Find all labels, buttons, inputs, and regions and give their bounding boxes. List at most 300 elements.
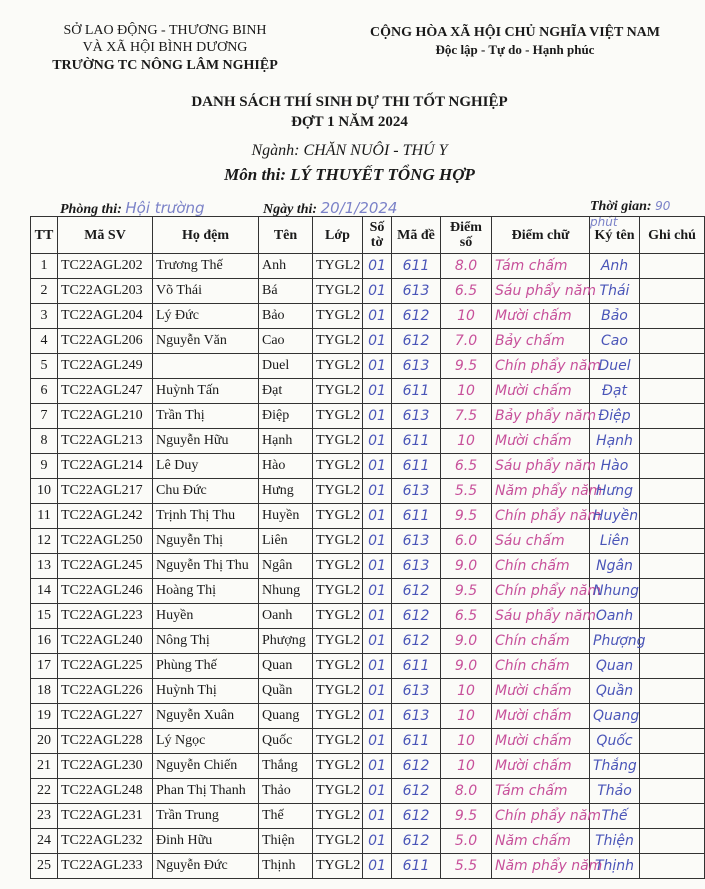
col-class-cell: TYGL2 xyxy=(313,254,363,279)
col-score-words-cell: Sáu phẩy năm xyxy=(492,604,590,629)
col-signature-cell: Thiện xyxy=(590,829,640,854)
document-subtitle: ĐỢT 1 NĂM 2024 xyxy=(291,114,408,130)
col-signature-cell: Phượng xyxy=(590,629,640,654)
col-score-cell: 9.0 xyxy=(441,554,492,579)
col-exam-code-cell: 612 xyxy=(392,579,441,604)
col-note-cell xyxy=(640,729,705,754)
col-score-words-cell: Sáu chấm xyxy=(492,529,590,554)
col-score-words-cell: Mười chấm xyxy=(492,304,590,329)
col-sheets-cell: 01 xyxy=(363,404,392,429)
col-class-cell: TYGL2 xyxy=(313,604,363,629)
col-exam-code-cell: 613 xyxy=(392,554,441,579)
col-exam-code-cell: 613 xyxy=(392,529,441,554)
table-row xyxy=(31,679,705,704)
col-sheets-cell: 01 xyxy=(363,729,392,754)
col-sheets-cell: 01 xyxy=(363,779,392,804)
col-student-id-cell: TC22AGL203 xyxy=(58,279,153,304)
col-score-cell: 8.0 xyxy=(441,254,492,279)
col-score-words-cell: Mười chấm xyxy=(492,704,590,729)
col-class-header: Lớp xyxy=(313,217,363,254)
col-sheets-cell: 01 xyxy=(363,529,392,554)
col-note-cell xyxy=(640,854,705,879)
col-tt-cell: 11 xyxy=(31,504,58,529)
col-surname-cell: Trịnh Thị Thu xyxy=(153,504,259,529)
col-class-cell: TYGL2 xyxy=(313,429,363,454)
table-row xyxy=(31,329,705,354)
col-signature-cell: Thế xyxy=(590,804,640,829)
col-class-cell: TYGL2 xyxy=(313,454,363,479)
col-signature-cell: Anh xyxy=(590,254,640,279)
col-signature-header: Ký tên xyxy=(590,217,640,254)
col-class-cell: TYGL2 xyxy=(313,654,363,679)
col-exam-code-cell: 613 xyxy=(392,679,441,704)
col-student-id-cell: TC22AGL242 xyxy=(58,504,153,529)
col-signature-cell: Thịnh xyxy=(590,854,640,879)
col-student-id-cell: TC22AGL210 xyxy=(58,404,153,429)
col-score-words-cell: Năm phẩy năm xyxy=(492,479,590,504)
col-exam-code-cell: 611 xyxy=(392,504,441,529)
col-sheets-cell: 01 xyxy=(363,754,392,779)
col-name-cell: Nhung xyxy=(259,579,313,604)
col-note-cell xyxy=(640,654,705,679)
col-class-cell: TYGL2 xyxy=(313,329,363,354)
col-sheets-cell: 01 xyxy=(363,479,392,504)
col-class-cell: TYGL2 xyxy=(313,704,363,729)
col-name-cell: Hưng xyxy=(259,479,313,504)
col-note-cell xyxy=(640,529,705,554)
col-exam-code-cell: 612 xyxy=(392,779,441,804)
col-student-id-cell: TC22AGL217 xyxy=(58,479,153,504)
col-score-cell: 9.5 xyxy=(441,579,492,604)
col-student-id-cell: TC22AGL202 xyxy=(58,254,153,279)
col-surname-cell: Nông Thị xyxy=(153,629,259,654)
col-tt-header: TT xyxy=(31,217,58,254)
col-signature-cell: Quần xyxy=(590,679,640,704)
col-sheets-cell: 01 xyxy=(363,304,392,329)
col-name-header: Tên xyxy=(259,217,313,254)
col-exam-code-header: Mã đề xyxy=(392,217,441,254)
date-label: Ngày thi: xyxy=(263,202,318,217)
col-score-words-cell: Chín chấm xyxy=(492,654,590,679)
col-name-cell: Quần xyxy=(259,679,313,704)
col-tt-cell: 12 xyxy=(31,529,58,554)
col-exam-code-cell: 611 xyxy=(392,854,441,879)
col-score-cell: 10 xyxy=(441,679,492,704)
col-sheets-cell: 01 xyxy=(363,679,392,704)
col-exam-code-cell: 613 xyxy=(392,404,441,429)
time-value: 90 phút xyxy=(590,199,671,229)
col-signature-cell: Bảo xyxy=(590,304,640,329)
col-exam-code-cell: 611 xyxy=(392,379,441,404)
candidate-table xyxy=(30,216,705,879)
col-name-cell: Bá xyxy=(259,279,313,304)
col-student-id-cell: TC22AGL245 xyxy=(58,554,153,579)
col-student-id-cell: TC22AGL250 xyxy=(58,529,153,554)
col-tt-cell: 13 xyxy=(31,554,58,579)
col-score-cell: 10 xyxy=(441,379,492,404)
table-row xyxy=(31,604,705,629)
col-sheets-cell: 01 xyxy=(363,829,392,854)
col-note-cell xyxy=(640,454,705,479)
header-left xyxy=(40,22,290,74)
table-row xyxy=(31,654,705,679)
col-surname-cell: Huỳnh Tấn xyxy=(153,379,259,404)
col-surname-cell: Nguyễn Hữu xyxy=(153,429,259,454)
col-note-cell xyxy=(640,279,705,304)
col-tt-cell: 3 xyxy=(31,304,58,329)
col-signature-cell: Điệp xyxy=(590,404,640,429)
col-signature-cell: Ngân xyxy=(590,554,640,579)
col-score-cell: 6.5 xyxy=(441,454,492,479)
col-exam-code-cell: 611 xyxy=(392,654,441,679)
col-student-id-cell: TC22AGL223 xyxy=(58,604,153,629)
col-class-cell: TYGL2 xyxy=(313,479,363,504)
col-class-cell: TYGL2 xyxy=(313,529,363,554)
col-class-cell: TYGL2 xyxy=(313,779,363,804)
col-note-cell xyxy=(640,554,705,579)
col-score-words-cell: Năm phẩy năm xyxy=(492,854,590,879)
table-row xyxy=(31,529,705,554)
col-note-cell xyxy=(640,379,705,404)
col-student-id-cell: TC22AGL233 xyxy=(58,854,153,879)
col-tt-cell: 25 xyxy=(31,854,58,879)
col-score-cell: 6.0 xyxy=(441,529,492,554)
col-sheets-cell: 01 xyxy=(363,804,392,829)
col-student-id-cell: TC22AGL248 xyxy=(58,779,153,804)
col-tt-cell: 21 xyxy=(31,754,58,779)
col-student-id-header: Mã SV xyxy=(58,217,153,254)
table-row xyxy=(31,629,705,654)
col-class-cell: TYGL2 xyxy=(313,729,363,754)
col-note-cell xyxy=(640,404,705,429)
table-row xyxy=(31,579,705,604)
col-score-words-cell: Sáu phẩy năm xyxy=(492,454,590,479)
table-row xyxy=(31,404,705,429)
col-note-cell xyxy=(640,479,705,504)
col-tt-cell: 8 xyxy=(31,429,58,454)
table-row xyxy=(31,704,705,729)
col-class-cell: TYGL2 xyxy=(313,279,363,304)
col-surname-cell: Chu Đức xyxy=(153,479,259,504)
col-name-cell: Bảo xyxy=(259,304,313,329)
col-sheets-cell: 01 xyxy=(363,329,392,354)
col-signature-cell: Nhung xyxy=(590,579,640,604)
nation-motto: Độc lập - Tự do - Hạnh phúc xyxy=(435,42,595,57)
col-class-cell: TYGL2 xyxy=(313,354,363,379)
col-surname-cell: Nguyễn Thị xyxy=(153,529,259,554)
col-student-id-cell: TC22AGL240 xyxy=(58,629,153,654)
col-score-cell: 7.0 xyxy=(441,329,492,354)
col-name-cell: Điệp xyxy=(259,404,313,429)
col-surname-cell: Trương Thế xyxy=(153,254,259,279)
col-exam-code-cell: 613 xyxy=(392,354,441,379)
col-signature-cell: Thái xyxy=(590,279,640,304)
col-tt-cell: 23 xyxy=(31,804,58,829)
col-surname-cell xyxy=(153,354,259,379)
col-surname-cell: Phan Thị Thanh xyxy=(153,779,259,804)
col-note-cell xyxy=(640,579,705,604)
col-student-id-cell: TC22AGL228 xyxy=(58,729,153,754)
table-row xyxy=(31,379,705,404)
table-header xyxy=(31,217,705,254)
ministry-line2: VÀ XÃ HỘI BÌNH DƯƠNG xyxy=(82,40,248,55)
col-score-cell: 9.5 xyxy=(441,504,492,529)
table-row xyxy=(31,254,705,279)
table-row xyxy=(31,479,705,504)
col-exam-code-cell: 612 xyxy=(392,329,441,354)
col-exam-code-cell: 611 xyxy=(392,429,441,454)
col-name-cell: Huyền xyxy=(259,504,313,529)
col-signature-cell: Huyền xyxy=(590,504,640,529)
col-surname-cell: Trần Thị xyxy=(153,404,259,429)
col-sheets-cell: 01 xyxy=(363,704,392,729)
col-surname-cell: Lý Đức xyxy=(153,304,259,329)
col-class-cell: TYGL2 xyxy=(313,554,363,579)
table-row xyxy=(31,429,705,454)
col-name-cell: Cao xyxy=(259,329,313,354)
col-score-words-cell: Mười chấm xyxy=(492,754,590,779)
col-name-cell: Thịnh xyxy=(259,854,313,879)
col-surname-cell: Lý Ngọc xyxy=(153,729,259,754)
col-score-cell: 6.5 xyxy=(441,604,492,629)
col-score-words-cell: Chín phẩy năm xyxy=(492,579,590,604)
col-tt-cell: 5 xyxy=(31,354,58,379)
col-tt-cell: 15 xyxy=(31,604,58,629)
table-row xyxy=(31,554,705,579)
col-class-cell: TYGL2 xyxy=(313,629,363,654)
col-student-id-cell: TC22AGL227 xyxy=(58,704,153,729)
col-score-words-cell: Năm chấm xyxy=(492,829,590,854)
col-sheets-cell: 01 xyxy=(363,554,392,579)
col-score-words-cell: Mười chấm xyxy=(492,679,590,704)
col-surname-cell: Huyền xyxy=(153,604,259,629)
col-signature-cell: Hưng xyxy=(590,479,640,504)
col-score-header: Điểm số xyxy=(441,217,492,254)
col-student-id-cell: TC22AGL226 xyxy=(58,679,153,704)
col-class-cell: TYGL2 xyxy=(313,404,363,429)
col-score-words-cell: Chín phẩy năm xyxy=(492,804,590,829)
col-score-cell: 8.0 xyxy=(441,779,492,804)
col-student-id-cell: TC22AGL246 xyxy=(58,579,153,604)
table-row xyxy=(31,454,705,479)
col-name-cell: Hạnh xyxy=(259,429,313,454)
col-note-cell xyxy=(640,354,705,379)
col-surname-cell: Nguyễn Thị Thu xyxy=(153,554,259,579)
col-note-cell xyxy=(640,429,705,454)
col-student-id-cell: TC22AGL231 xyxy=(58,804,153,829)
col-sheets-cell: 01 xyxy=(363,604,392,629)
col-tt-cell: 18 xyxy=(31,679,58,704)
col-name-cell: Anh xyxy=(259,254,313,279)
col-score-words-cell: Mười chấm xyxy=(492,379,590,404)
school-name: TRƯỜNG TC NÔNG LÂM NGHIỆP xyxy=(52,58,278,73)
col-exam-code-cell: 611 xyxy=(392,454,441,479)
subject-line: Môn thi: LÝ THUYẾT TỔNG HỢP xyxy=(224,165,475,184)
col-note-header: Ghi chú xyxy=(640,217,705,254)
col-exam-code-cell: 613 xyxy=(392,704,441,729)
col-score-words-cell: Chín phẩy năm xyxy=(492,354,590,379)
col-surname-cell: Huỳnh Thị xyxy=(153,679,259,704)
col-sheets-cell: 01 xyxy=(363,579,392,604)
col-student-id-cell: TC22AGL232 xyxy=(58,829,153,854)
col-tt-cell: 22 xyxy=(31,779,58,804)
col-exam-code-cell: 612 xyxy=(392,829,441,854)
col-class-cell: TYGL2 xyxy=(313,504,363,529)
col-student-id-cell: TC22AGL225 xyxy=(58,654,153,679)
col-note-cell xyxy=(640,629,705,654)
col-tt-cell: 16 xyxy=(31,629,58,654)
col-signature-cell: Quang xyxy=(590,704,640,729)
col-surname-cell: Nguyễn Đức xyxy=(153,854,259,879)
col-sheets-cell: 01 xyxy=(363,504,392,529)
col-exam-code-cell: 611 xyxy=(392,729,441,754)
col-name-cell: Quang xyxy=(259,704,313,729)
col-name-cell: Thảo xyxy=(259,779,313,804)
col-tt-cell: 2 xyxy=(31,279,58,304)
col-signature-cell: Hạnh xyxy=(590,429,640,454)
col-sheets-cell: 01 xyxy=(363,629,392,654)
col-sheets-cell: 01 xyxy=(363,354,392,379)
col-class-cell: TYGL2 xyxy=(313,304,363,329)
col-name-cell: Hào xyxy=(259,454,313,479)
col-name-cell: Thắng xyxy=(259,754,313,779)
col-note-cell xyxy=(640,829,705,854)
col-score-words-cell: Tám chấm xyxy=(492,254,590,279)
col-surname-cell: Nguyễn Xuân xyxy=(153,704,259,729)
col-score-cell: 10 xyxy=(441,304,492,329)
time-label: Thời gian: xyxy=(590,199,652,214)
col-class-cell: TYGL2 xyxy=(313,754,363,779)
col-score-words-cell: Chín chấm xyxy=(492,629,590,654)
col-tt-cell: 14 xyxy=(31,579,58,604)
col-exam-code-cell: 612 xyxy=(392,604,441,629)
table-row xyxy=(31,504,705,529)
table-row xyxy=(31,804,705,829)
col-score-words-cell: Chín chấm xyxy=(492,554,590,579)
nation-title: CỘNG HÒA XÃ HỘI CHỦ NGHĨA VIỆT NAM xyxy=(369,25,660,40)
col-score-cell: 10 xyxy=(441,704,492,729)
col-surname-cell: Võ Thái xyxy=(153,279,259,304)
table-row xyxy=(31,354,705,379)
col-score-words-cell: Mười chấm xyxy=(492,729,590,754)
col-signature-cell: Duel xyxy=(590,354,640,379)
col-tt-cell: 24 xyxy=(31,829,58,854)
col-student-id-cell: TC22AGL230 xyxy=(58,754,153,779)
col-student-id-cell: TC22AGL247 xyxy=(58,379,153,404)
col-score-words-cell: Mười chấm xyxy=(492,429,590,454)
col-sheets-cell: 01 xyxy=(363,379,392,404)
col-class-cell: TYGL2 xyxy=(313,579,363,604)
table-row xyxy=(31,729,705,754)
col-exam-code-cell: 613 xyxy=(392,279,441,304)
col-note-cell xyxy=(640,329,705,354)
col-score-cell: 9.0 xyxy=(441,629,492,654)
col-student-id-cell: TC22AGL213 xyxy=(58,429,153,454)
col-exam-code-cell: 612 xyxy=(392,804,441,829)
col-surname-cell: Phùng Thế xyxy=(153,654,259,679)
col-name-cell: Quốc xyxy=(259,729,313,754)
col-signature-cell: Quan xyxy=(590,654,640,679)
col-exam-code-cell: 611 xyxy=(392,254,441,279)
col-score-cell: 5.5 xyxy=(441,854,492,879)
col-surname-cell: Lê Duy xyxy=(153,454,259,479)
col-note-cell xyxy=(640,804,705,829)
col-sheets-cell: 01 xyxy=(363,429,392,454)
col-score-words-cell: Tám chấm xyxy=(492,779,590,804)
col-name-cell: Liên xyxy=(259,529,313,554)
col-student-id-cell: TC22AGL249 xyxy=(58,354,153,379)
col-score-cell: 9.5 xyxy=(441,354,492,379)
header-right xyxy=(360,24,670,58)
table-row xyxy=(31,854,705,879)
col-sheets-header: Số tờ xyxy=(363,217,392,254)
col-note-cell xyxy=(640,604,705,629)
col-student-id-cell: TC22AGL204 xyxy=(58,304,153,329)
col-note-cell xyxy=(640,254,705,279)
col-signature-cell: Liên xyxy=(590,529,640,554)
col-tt-cell: 9 xyxy=(31,454,58,479)
col-note-cell xyxy=(640,304,705,329)
ministry-line1: SỞ LAO ĐỘNG - THƯƠNG BINH xyxy=(63,23,267,38)
col-class-cell: TYGL2 xyxy=(313,829,363,854)
col-exam-code-cell: 613 xyxy=(392,479,441,504)
col-name-cell: Ngân xyxy=(259,554,313,579)
col-class-cell: TYGL2 xyxy=(313,679,363,704)
col-score-cell: 9.0 xyxy=(441,654,492,679)
table-row xyxy=(31,754,705,779)
table-row xyxy=(31,829,705,854)
col-score-cell: 10 xyxy=(441,754,492,779)
col-note-cell xyxy=(640,704,705,729)
col-student-id-cell: TC22AGL214 xyxy=(58,454,153,479)
col-sheets-cell: 01 xyxy=(363,454,392,479)
col-tt-cell: 7 xyxy=(31,404,58,429)
col-signature-cell: Đạt xyxy=(590,379,640,404)
col-sheets-cell: 01 xyxy=(363,279,392,304)
col-signature-cell: Cao xyxy=(590,329,640,354)
col-tt-cell: 4 xyxy=(31,329,58,354)
col-score-cell: 5.0 xyxy=(441,829,492,854)
col-name-cell: Thế xyxy=(259,804,313,829)
col-score-words-cell: Bảy chấm xyxy=(492,329,590,354)
col-surname-cell: Trần Trung xyxy=(153,804,259,829)
date-value: 20/1/2024 xyxy=(320,199,398,217)
col-score-cell: 5.5 xyxy=(441,479,492,504)
table-row xyxy=(31,779,705,804)
col-signature-cell: Thắng xyxy=(590,754,640,779)
col-tt-cell: 19 xyxy=(31,704,58,729)
col-note-cell xyxy=(640,504,705,529)
col-class-cell: TYGL2 xyxy=(313,379,363,404)
col-sheets-cell: 01 xyxy=(363,254,392,279)
col-tt-cell: 17 xyxy=(31,654,58,679)
document-title: DANH SÁCH THÍ SINH DỰ THI TỐT NGHIỆP xyxy=(191,94,508,110)
col-signature-cell: Thảo xyxy=(590,779,640,804)
col-score-words-header: Điểm chữ xyxy=(492,217,590,254)
table-row xyxy=(31,304,705,329)
col-name-cell: Thiện xyxy=(259,829,313,854)
room-label: Phòng thi: xyxy=(60,202,122,217)
col-tt-cell: 10 xyxy=(31,479,58,504)
table-body xyxy=(31,254,705,879)
col-signature-cell: Quốc xyxy=(590,729,640,754)
col-signature-cell: Hào xyxy=(590,454,640,479)
col-score-words-cell: Bảy phẩy năm xyxy=(492,404,590,429)
col-note-cell xyxy=(640,679,705,704)
col-score-cell: 6.5 xyxy=(441,279,492,304)
col-score-cell: 7.5 xyxy=(441,404,492,429)
col-surname-cell: Hoàng Thị xyxy=(153,579,259,604)
